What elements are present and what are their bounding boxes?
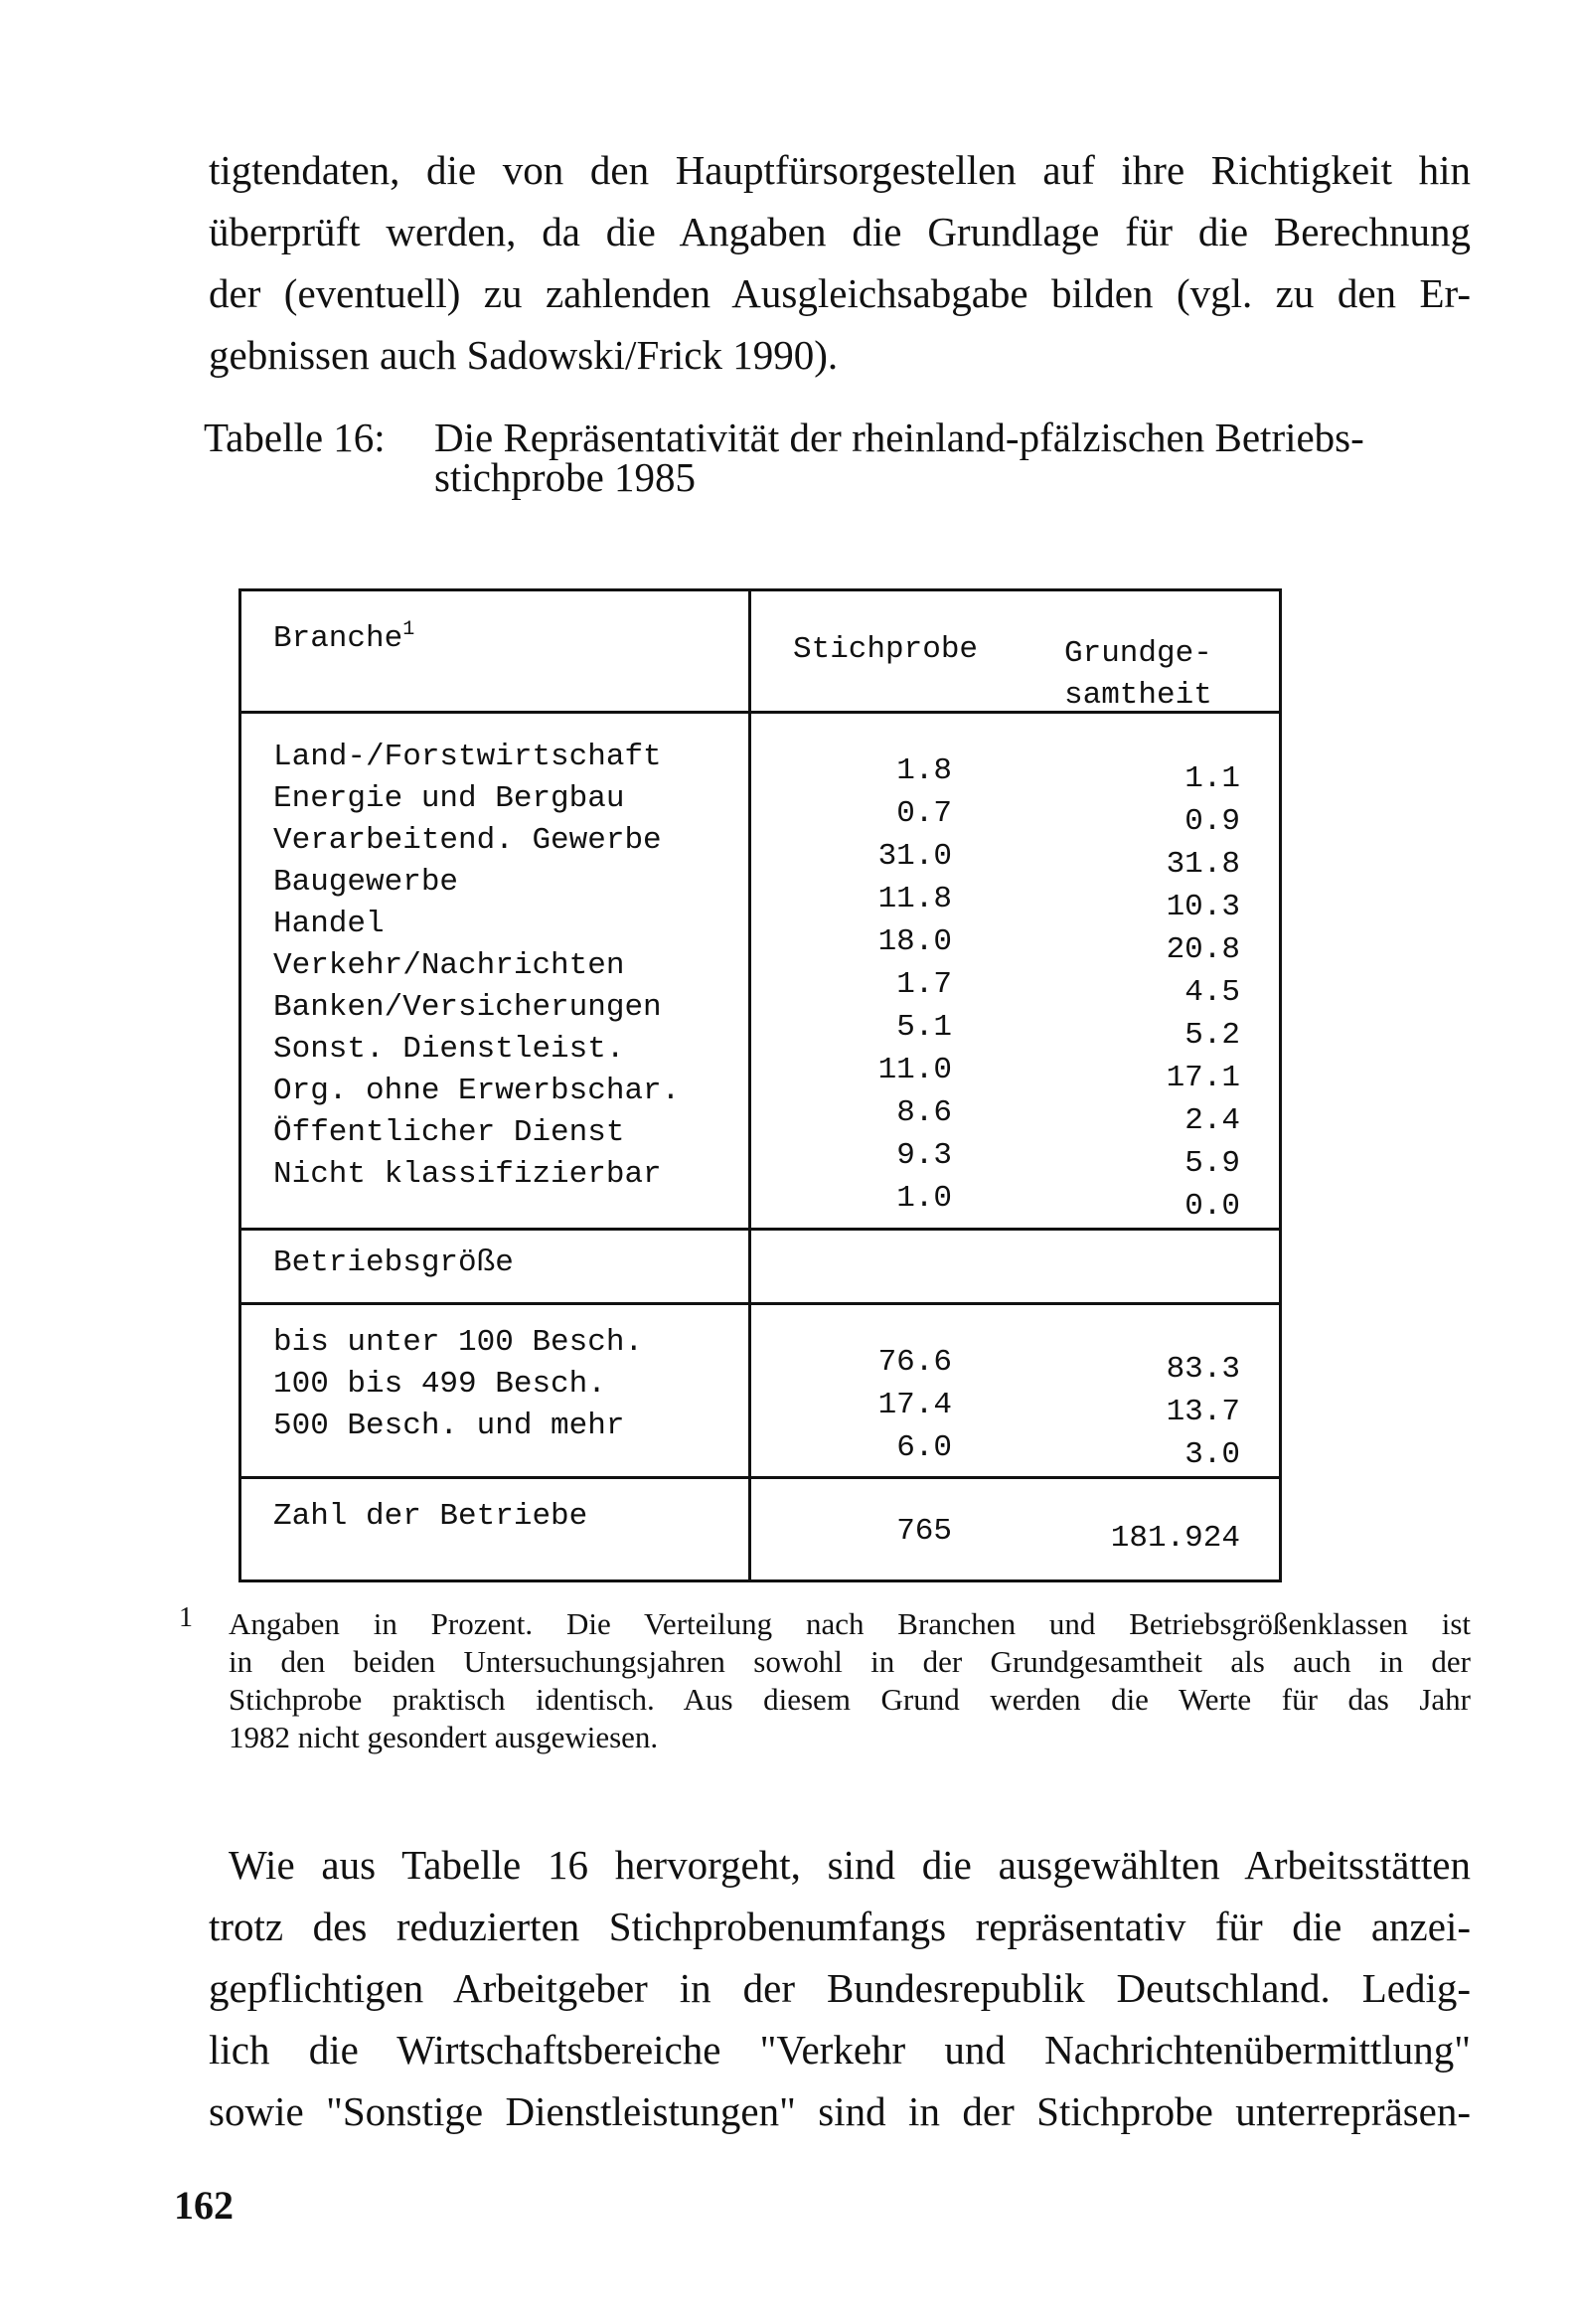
text-line: Wie aus Tabelle 16 hervorgeht, sind die ausgewählten Arbeitsstätten xyxy=(229,1842,1471,1888)
grundgesamtheit-value: 2.4 xyxy=(1184,1103,1240,1138)
grundgesamtheit-value: 20.8 xyxy=(1166,932,1240,967)
stichprobe-value: 18.0 xyxy=(877,924,952,959)
row-label: Zahl der Betriebe xyxy=(273,1499,588,1534)
grundgesamtheit-value: 0.9 xyxy=(1184,804,1240,839)
row-label: Energie und Bergbau xyxy=(273,781,625,816)
header-stichprobe: Stichprobe xyxy=(793,632,979,667)
row-divider xyxy=(241,1228,1279,1231)
caption-text: Die Repräsentativität der rheinland-pfälzischen Betriebs- stichprobe 1985 xyxy=(434,415,1364,500)
row-label: 500 Besch. und mehr xyxy=(273,1409,625,1443)
text-line: Angaben in Prozent. Die Verteilung nach Branchen und Betriebsgrößenklassen ist xyxy=(229,1606,1471,1641)
footnote-marker: 1 xyxy=(179,1602,193,1633)
text-line: gebnissen auch Sadowski/Frick 1990). xyxy=(209,332,839,378)
text-line: 1982 nicht gesondert ausgewiesen. xyxy=(229,1720,659,1754)
stichprobe-value: 1.8 xyxy=(896,753,952,788)
grundgesamtheit-value: 10.3 xyxy=(1166,890,1240,924)
row-divider xyxy=(241,1476,1279,1479)
stichprobe-value: 1.7 xyxy=(896,967,952,1002)
grundgesamtheit-value: 5.9 xyxy=(1184,1146,1240,1181)
text-line: lich die Wirtschaftsbereiche "Verkehr und Nachrichtenübermittlung" xyxy=(209,2027,1471,2073)
stichprobe-value: 765 xyxy=(896,1514,952,1549)
grundgesamtheit-value: 181.924 xyxy=(1110,1521,1240,1556)
grundgesamtheit-value: 5.2 xyxy=(1184,1018,1240,1053)
page-number: 162 xyxy=(174,2183,234,2228)
row-label: Sonst. Dienstleist. xyxy=(273,1032,625,1067)
row-label: Banken/Versicherungen xyxy=(273,990,662,1025)
text-line: trotz des reduzierten Stichprobenumfangs repräsentativ für die anzei- xyxy=(209,1904,1471,1949)
footnote-ref: 1 xyxy=(402,618,415,641)
text-line: der (eventuell) zu zahlenden Ausgleichsabgabe bilden (vgl. zu den Er- xyxy=(209,270,1471,316)
stichprobe-value: 0.7 xyxy=(896,796,952,831)
grundgesamtheit-value: 83.3 xyxy=(1166,1352,1240,1387)
text-line: in den beiden Untersuchungsjahren sowohl in der Grundgesamtheit als auch in der xyxy=(229,1644,1471,1679)
row-label: Handel xyxy=(273,907,385,941)
section-title: Betriebsgröße xyxy=(273,1245,514,1280)
row-label: Öffentlicher Dienst xyxy=(273,1115,625,1150)
text-line: gepflichtigen Arbeitgeber in der Bundesrepublik Deutschland. Ledig- xyxy=(209,1965,1471,2011)
grundgesamtheit-value: 0.0 xyxy=(1184,1189,1240,1224)
body-paragraph xyxy=(209,1834,1471,2142)
header-grundgesamtheit-1: Grundge- xyxy=(1064,636,1212,671)
grundgesamtheit-value: 17.1 xyxy=(1166,1061,1240,1095)
stichprobe-value: 76.6 xyxy=(877,1345,952,1380)
intro-paragraph xyxy=(209,139,1471,386)
footnote-text xyxy=(229,1605,1471,1756)
stichprobe-value: 11.8 xyxy=(877,882,952,916)
data-table xyxy=(238,588,1282,1582)
caption-label: Tabelle 16: xyxy=(204,415,386,460)
row-label: bis unter 100 Besch. xyxy=(273,1325,644,1360)
grundgesamtheit-value: 13.7 xyxy=(1166,1395,1240,1429)
text-line: Stichprobe praktisch identisch. Aus diesem Grund werden die Werte für das Jahr xyxy=(229,1682,1471,1717)
stichprobe-value: 9.3 xyxy=(896,1138,952,1173)
column-divider xyxy=(748,591,751,1579)
text-line: tigtendaten, die von den Hauptfürsorgestellen auf ihre Richtigkeit hin xyxy=(209,147,1471,193)
grundgesamtheit-value: 3.0 xyxy=(1184,1437,1240,1472)
grundgesamtheit-value: 4.5 xyxy=(1184,975,1240,1010)
row-label: 100 bis 499 Besch. xyxy=(273,1367,606,1402)
text-line: sowie "Sonstige Dienstleistungen" sind in der Stichprobe unterrepräsen- xyxy=(209,2088,1471,2134)
stichprobe-value: 31.0 xyxy=(877,839,952,874)
row-label: Verkehr/Nachrichten xyxy=(273,948,625,983)
stichprobe-value: 11.0 xyxy=(877,1053,952,1087)
row-divider xyxy=(241,1302,1279,1305)
grundgesamtheit-value: 1.1 xyxy=(1184,761,1240,796)
header-grundgesamtheit-2: samtheit xyxy=(1064,678,1212,713)
grundgesamtheit-value: 31.8 xyxy=(1166,847,1240,882)
stichprobe-value: 1.0 xyxy=(896,1181,952,1216)
header-branche: Branche$^1$ xyxy=(273,618,415,656)
stichprobe-value: 6.0 xyxy=(896,1430,952,1465)
row-label: Verarbeitend. Gewerbe xyxy=(273,823,662,858)
row-label: Land-/Forstwirtschaft xyxy=(273,740,662,774)
row-label: Org. ohne Erwerbschar. xyxy=(273,1074,681,1108)
row-label: Baugewerbe xyxy=(273,865,459,900)
stichprobe-value: 8.6 xyxy=(896,1095,952,1130)
stichprobe-value: 17.4 xyxy=(877,1388,952,1422)
stichprobe-value: 5.1 xyxy=(896,1010,952,1045)
row-label: Nicht klassifizierbar xyxy=(273,1157,662,1192)
text-line: überprüft werden, da die Angaben die Grundlage für die Berechnung xyxy=(209,209,1471,254)
